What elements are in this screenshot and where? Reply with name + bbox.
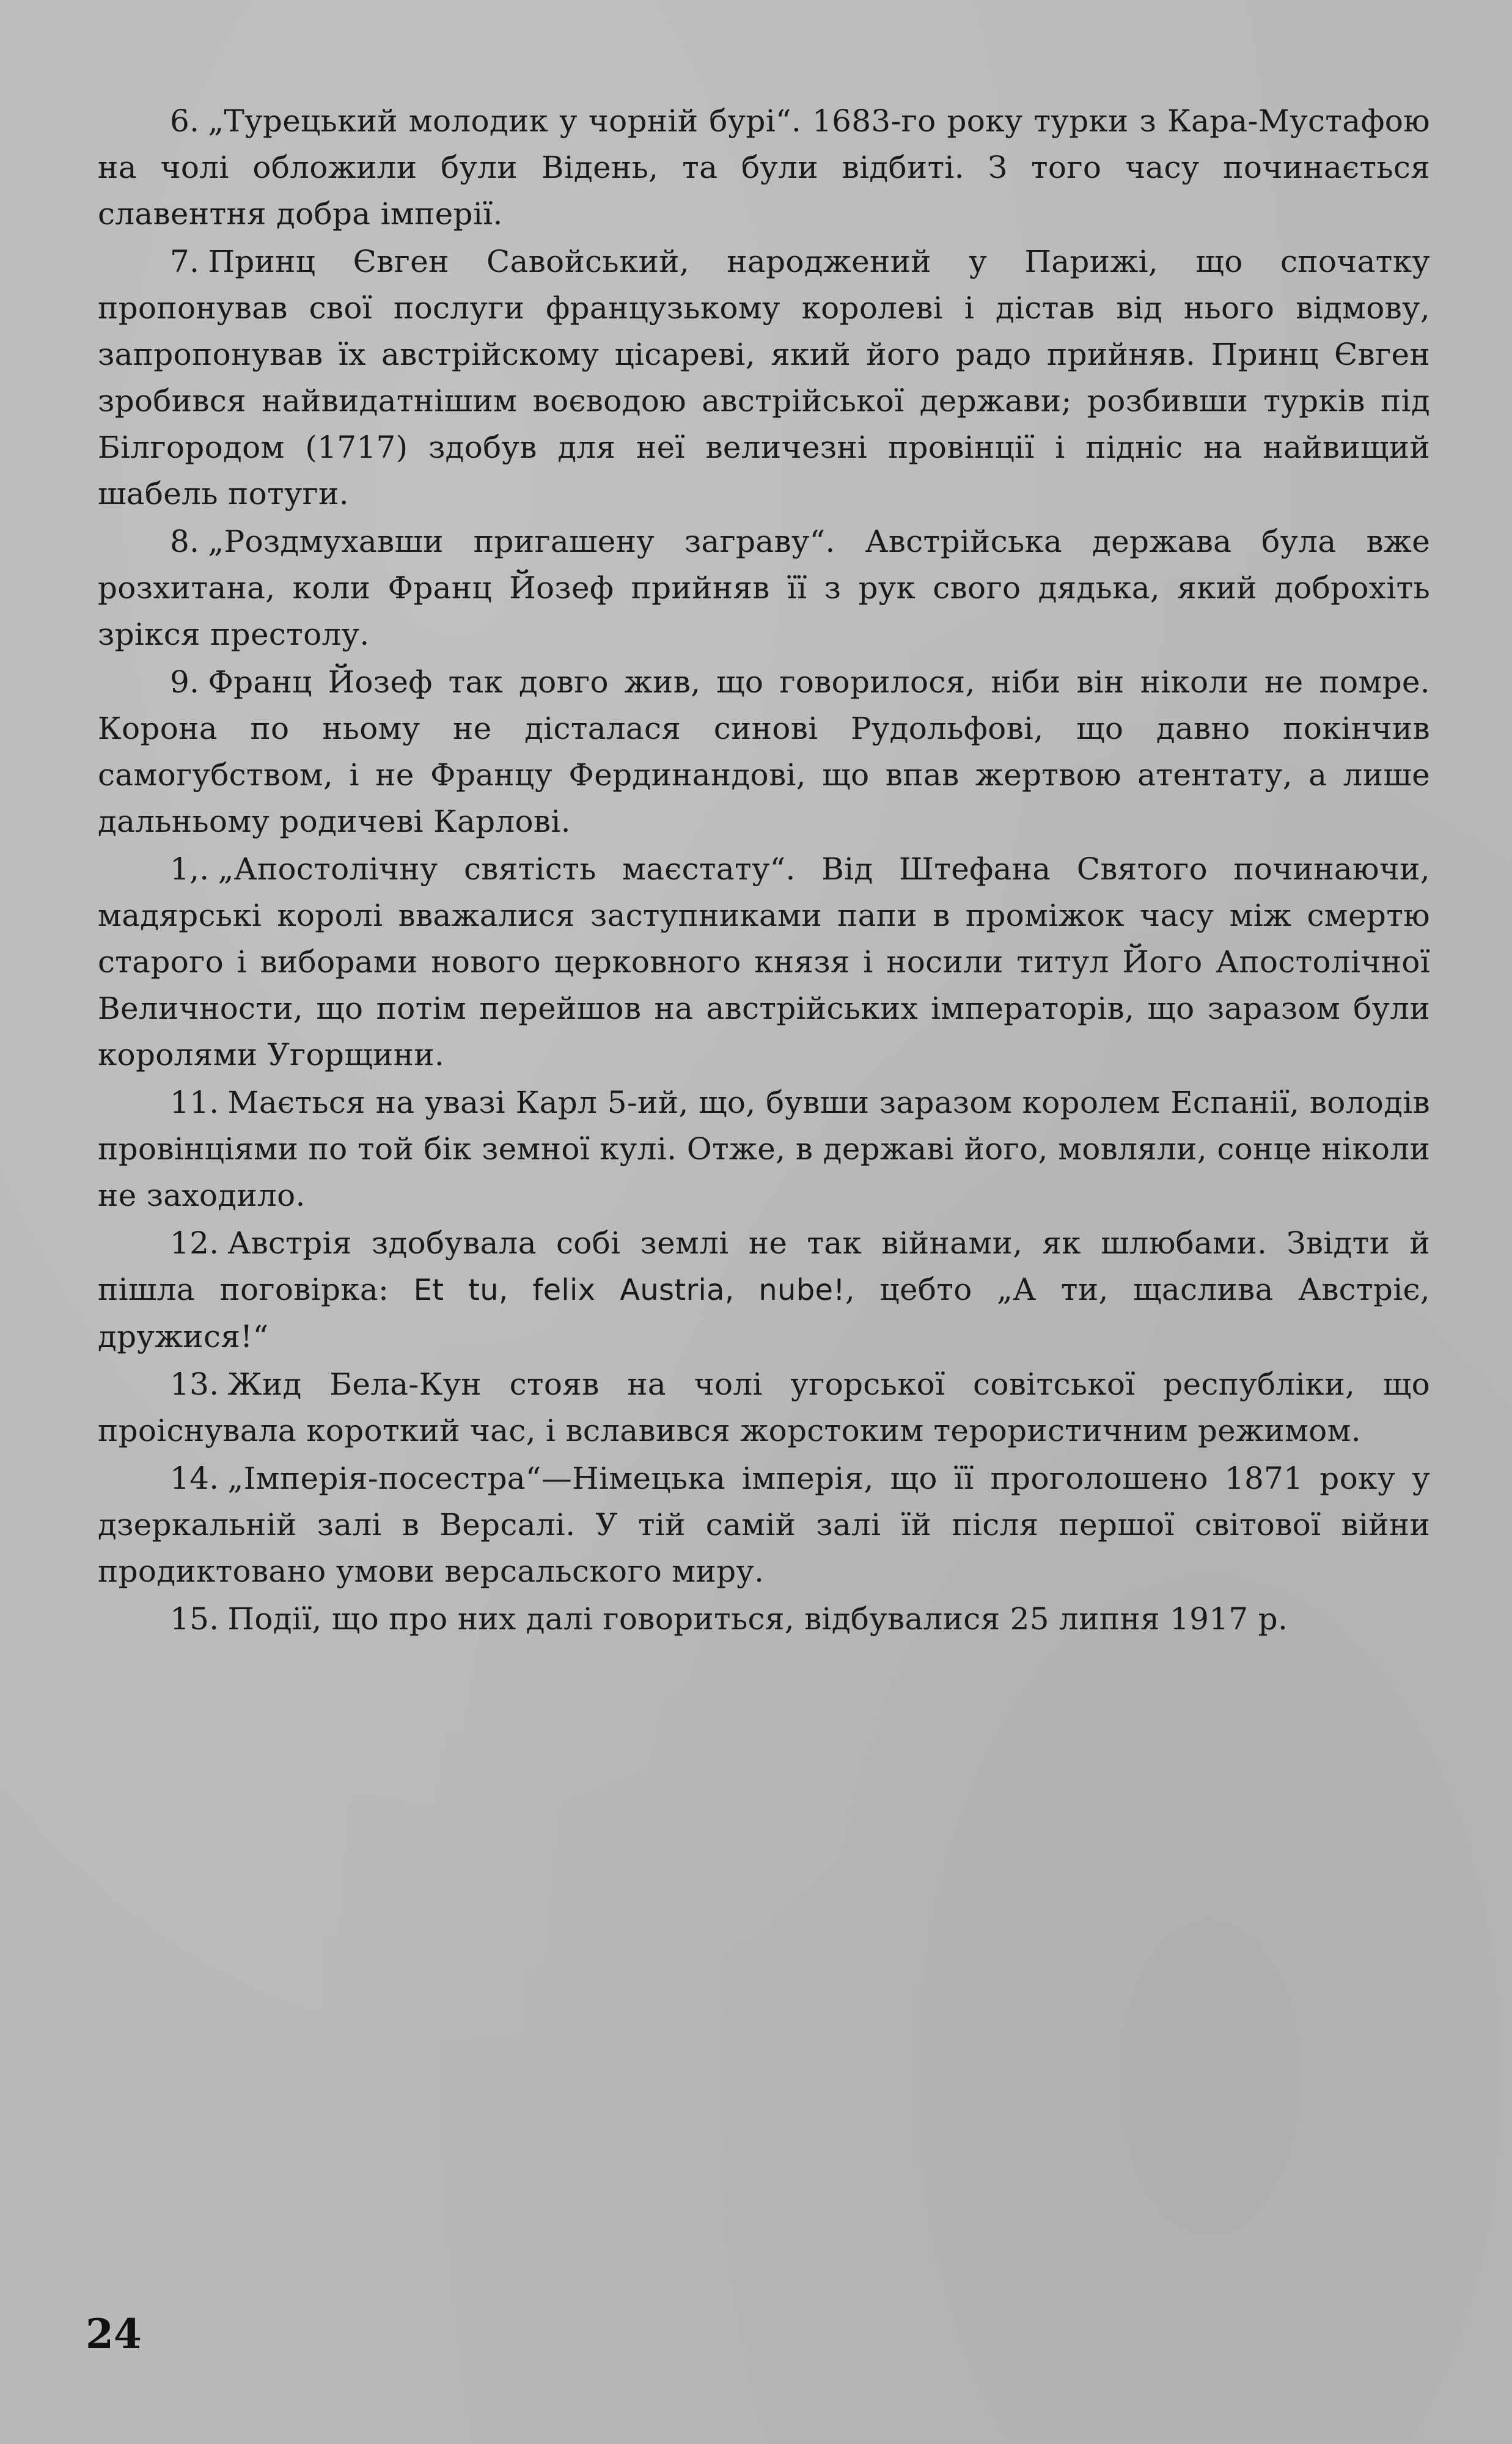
endnote-13 xyxy=(98,1361,1430,1454)
endnote-number: 1,. xyxy=(170,851,210,887)
endnote-number: 13. xyxy=(170,1367,219,1402)
endnote-text: Франц Йозеф так довго жив, що говорилося, ніби він ніколи не помре. Корона по ньому не дісталася синові Рудольфові, що давно покінчив самогубством, і не Францу Фердинандові, що впав жертвою атентату, а лише дальньому родичеві Карлові. xyxy=(98,664,1430,839)
endnote-7 xyxy=(98,238,1430,517)
endnote-number: 8. xyxy=(170,524,200,559)
endnote-text: Жид Бела-Кун стояв на чолі угорської совітської республіки, що проіснувала короткий час, і вславився жорстоким терористичним режимом. xyxy=(98,1367,1430,1448)
endnote-15 xyxy=(98,1596,1430,1642)
endnote-text-after: , цебто „А ти, щаслива Австріє, дружися!“ xyxy=(98,1272,1431,1354)
endnote-text: „Роздмухавши пригашену заграву“. Австрійська держава була вже розхитана, коли Франц Йозеф прийняв її з рук свого дядька, який доброхіть зрікся престолу. xyxy=(98,524,1430,652)
endnote-text: „Імперія-посестра“—Німецька імперія, що її проголошено 1871 року у дзеркальній залі в Версалі. У тій самій залі їй після першої світової війни продиктовано умови версальского миру. xyxy=(98,1461,1430,1589)
latin-phrase: Et tu, felix Austria, nube! xyxy=(413,1273,845,1307)
endnote-number: 11. xyxy=(170,1085,219,1120)
endnote-10 xyxy=(98,846,1430,1078)
endnote-9 xyxy=(98,659,1430,845)
endnotes-list xyxy=(98,98,1430,1643)
endnote-6 xyxy=(98,98,1430,237)
endnote-text-before: Австрія здобувала собі землі не так війнами, як шлюбами. Звідти й пішла поговірка: xyxy=(98,1225,1430,1307)
endnote-11 xyxy=(98,1079,1430,1219)
endnote-text: „Апостолічну святість маєстату“. Від Штефана Святого починаючи, мадярські королі вважалися заступниками папи в проміжок часу між смертю старого і виборами нового церковного князя і носили титул Його Апостолічної Величности, що потім перейшов на австрійських імператорів, що заразом були королями Угорщини. xyxy=(98,851,1430,1073)
endnote-14 xyxy=(98,1455,1430,1594)
endnote-number: 9. xyxy=(170,664,200,700)
endnote-text: Події, що про них далі говориться, відбувалися 25 липня 1917 р. xyxy=(227,1601,1288,1637)
endnote-text: „Турецький молодик у чорній бурі“. 1683-го року турки з Кара-Мустафою на чолі обложили були Відень, та були відбиті. З того часу починається славентня добра імперії. xyxy=(98,103,1430,232)
endnote-number: 12. xyxy=(170,1225,219,1261)
endnote-12 xyxy=(98,1220,1430,1360)
endnote-number: 15. xyxy=(170,1601,219,1637)
endnote-number: 6. xyxy=(170,103,200,139)
endnote-number: 7. xyxy=(170,244,200,279)
endnote-8 xyxy=(98,518,1430,658)
endnote-text: Принц Євген Савойський, народжений у Парижі, що спочатку пропонував свої послуги французькому королеві і дістав від нього відмову, запропонував їх австрійскому цісареві, який його радо прийняв. Принц Євген зробився найвидатнішим воєводою австрійської держави; розбивши турків під Білгородом (1717) здобув для неї величезні провінції і підніс на найвищий шабель потуги. xyxy=(98,244,1430,512)
endnote-text: Мається на увазі Карл 5-ий, що, бувши заразом королем Еспанії, володів провінціями по той бік земної кулі. Отже, в державі його, мовляли, сонце ніколи не заходило. xyxy=(98,1085,1430,1213)
endnote-number: 14. xyxy=(170,1461,219,1496)
page-number: 24 xyxy=(86,2310,142,2358)
